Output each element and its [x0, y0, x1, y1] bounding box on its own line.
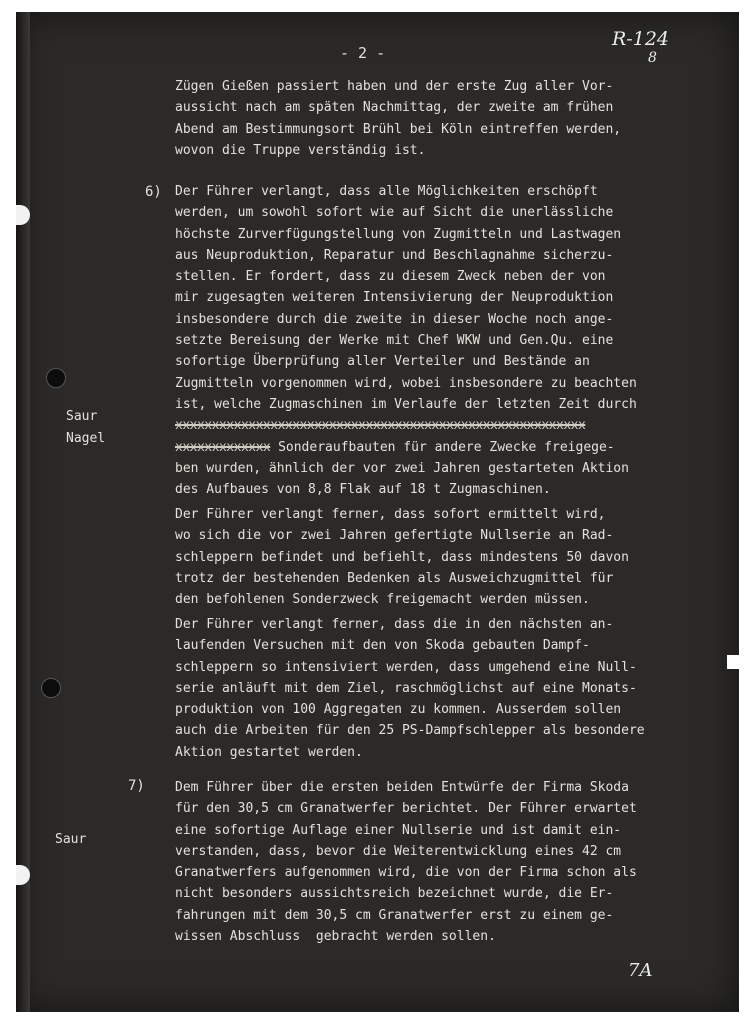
- text-line: Der Führer verlangt ferner, dass sofort ermittelt wird,: [175, 507, 606, 522]
- text-line: Abend am Bestimmungsort Brühl bei Köln eintreffen werden,: [175, 121, 622, 137]
- text-line: wovon die Truppe verständig ist.: [175, 142, 426, 158]
- text-line: höchste Zurverfügungstellung von Zugmitteln und Lastwagen: [175, 226, 622, 242]
- archive-mark-sub: 8: [648, 50, 657, 66]
- page-number: - 2 -: [340, 44, 386, 62]
- section-6-paragraph-2: [175, 507, 629, 613]
- text-line: schleppern so intensiviert werden, dass umgehend eine Null-: [175, 659, 637, 675]
- text-line: den befohlenen Sonderzweck freigemacht werden müssen.: [175, 592, 590, 608]
- text-line: insbesondere durch die zweite in dieser Woche noch ange-: [175, 311, 614, 327]
- text-line: Der Führer verlangt, dass alle Möglichkeiten erschöpft: [175, 184, 598, 199]
- text-line: aus Neuproduktion, Reparatur und Beschlagnahme sicherzu-: [175, 247, 614, 263]
- text-line: sofortige Überprüfung aller Verteiler und Bestände an: [175, 354, 590, 370]
- struck-out-prefix: xxxxxxxxxxxxx: [175, 439, 271, 455]
- text-line: serie anläuft mit dem Ziel, raschmöglichst auf eine Monats-: [175, 680, 637, 696]
- text-line: Zügen Gießen passiert haben und der erste Zug aller Vor-: [175, 79, 614, 94]
- text-line: Dem Führer über die ersten beiden Entwürfe der Firma Skoda: [175, 780, 629, 795]
- text-line: des Aufbaues von 8,8 Flak auf 18 t Zugmaschinen.: [175, 482, 551, 498]
- text-line: wo sich die vor zwei Jahren gefertigte Nullserie an Rad-: [175, 528, 614, 544]
- text-line: Der Führer verlangt ferner, dass die in den nächsten an-: [175, 617, 614, 632]
- text-line: nicht besonders aussichtsreich bezeichnet wurde, die Er-: [175, 886, 614, 902]
- binding-edge: [16, 12, 30, 1012]
- text-line: aussicht nach am späten Nachmittag, der zweite am frühen: [175, 100, 614, 116]
- section-number-7: 7): [128, 778, 145, 794]
- text-line: Zugmitteln vorgenommen wird, wobei insbesondere zu beachten: [175, 375, 637, 391]
- text-line: für den 30,5 cm Granatwerfer berichtet. Der Führer erwartet: [175, 801, 637, 817]
- section-7-paragraph: [175, 780, 637, 950]
- text-line: ben wurden, ähnlich der vor zwei Jahren gestarteten Aktion: [175, 460, 629, 476]
- text-line: wissen Abschluss gebracht werden sollen.: [175, 929, 496, 945]
- text-line: produktion von 100 Aggregaten zu kommen. Ausserdem sollen: [175, 702, 622, 718]
- text-line: laufenden Versuchen mit den von Skoda gebauten Dampf-: [175, 638, 590, 654]
- punch-hole-lower: [41, 678, 61, 698]
- text-line: schleppern befindet und befiehlt, dass mindestens 50 davon: [175, 549, 629, 565]
- punch-hole-upper: [46, 368, 66, 388]
- paper-notch: [727, 655, 739, 669]
- section-number-6: 6): [145, 184, 162, 200]
- margin-name-nagel: Nagel: [66, 431, 106, 446]
- text-line: mir zugesagten weiteren Intensivierung der Neuproduktion: [175, 290, 614, 306]
- text-line: ist, welche Zugmaschinen im Verlaufe der letzten Zeit durch: [175, 396, 637, 412]
- intro-paragraph: [175, 79, 621, 164]
- text-line: eine sofortige Auflage einer Nullserie und ist damit ein-: [175, 822, 622, 838]
- margin-name-saur-7: Saur: [55, 832, 87, 847]
- text-line: werden, um sowohl sofort wie auf Sicht die unerlässliche: [175, 205, 614, 221]
- margin-name-saur: Saur: [66, 409, 98, 424]
- text-line: Granatwerfers aufgenommen wird, die von der Firma schon als: [175, 865, 637, 881]
- text-line: stellen. Er fordert, dass zu diesem Zweck neben der von: [175, 269, 606, 285]
- footer-mark: 7A: [628, 960, 653, 981]
- text-line: trotz der bestehenden Bedenken als Ausweichzugmittel für: [175, 570, 614, 586]
- section-6-paragraph-3: [175, 617, 645, 766]
- struck-out-line: xxxxxxxxxxxxxxxxxxxxxxxxxxxxxxxxxxxxxxxxxxxxxxxxxxxxxxxx: [175, 418, 586, 434]
- text-line: setzte Bereisung der Werke mit Chef WKW und Gen.Qu. eine: [175, 333, 614, 349]
- text-line: [175, 440, 637, 461]
- text-line: auch die Arbeiten für den 25 PS-Dampfschlepper als besondere: [175, 723, 645, 739]
- section-6-paragraph-1: [175, 184, 637, 503]
- text-line: verstanden, dass, bevor die Weiterentwicklung eines 42 cm: [175, 843, 622, 859]
- archive-mark: R-124: [612, 28, 669, 50]
- text-fragment: Sonderaufbauten für andere Zwecke freigege-: [270, 439, 615, 455]
- text-line: fahrungen mit dem 30,5 cm Granatwerfer erst zu einem ge-: [175, 907, 614, 923]
- text-line: Aktion gestartet werden.: [175, 744, 363, 760]
